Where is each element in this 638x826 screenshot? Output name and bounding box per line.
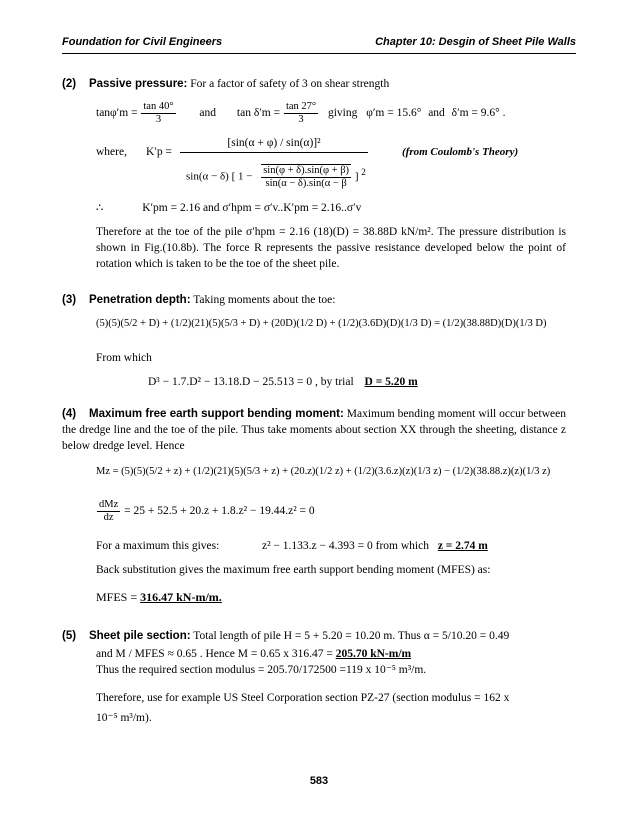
header-book-title: Foundation for Civil Engineers	[62, 36, 223, 48]
kp-denominator-exponent: 2	[361, 167, 366, 177]
dmz-equation	[96, 494, 315, 528]
section-choice-line: Therefore, use for example US Steel Corporation section PZ-27 (section modulus = 162 x	[96, 692, 510, 704]
section-4-intro: Maximum bending moment will occur between the dredge line and the toe of the pile. Thus take moments about section XX through the sheeting, distance z below dredge level. Hence	[62, 408, 566, 452]
mfes-value: 316.47 kN-m/m.	[140, 590, 222, 604]
and-word-2: and	[428, 107, 445, 119]
cubic-expression: D³ − 1.7.D² − 13.18.D − 25.513 = 0 , by trial	[148, 376, 354, 388]
friction-equations	[96, 96, 506, 130]
section-3-number: (3)	[62, 294, 77, 306]
dmz-rhs: = 25 + 52.5 + 20.z + 1.8.z² − 19.44.z² = 0	[124, 505, 315, 517]
section-choice-line-2: 10⁻⁵ m³/m).	[96, 712, 152, 724]
mz-equation: Mz = (5)(5)(5/2 + z) + (1/2)(21)(5)(5/3 + z) + (20.z)(1/2 z) + (1/2)(3.6.z)(z)(1/3 z) − (1/2)(38.88.z)(z)(1/3 z)	[96, 466, 551, 477]
kp-denominator-right: ]	[354, 170, 359, 183]
back-substitution-text: Back substitution gives the maximum free earth support bending moment (MFES) as:	[96, 564, 491, 576]
kp-root-numerator: sin(φ + δ).sin(φ + β)	[263, 165, 350, 177]
mfes-result-line	[96, 590, 222, 605]
cubic-equation	[148, 376, 418, 388]
section-4-number: (4)	[62, 408, 77, 420]
dmz-fraction	[97, 499, 120, 524]
tan-delta-lhs: tan δ′m =	[236, 107, 281, 119]
section-3-heading	[62, 292, 335, 308]
kp-fraction	[180, 136, 368, 191]
section-2-heading	[62, 76, 389, 92]
section-2-paragraph: Therefore at the toe of the pile σ′hpm = 2.16 (18)(D) = 38.88D kN/m². The pressure distribution is shown in Fig.(10.8b). The force R represents the passive resistance developed below the point of rotation which is taken to be the toe of the sheet pile.	[96, 226, 566, 270]
section-5-line-1: Total length of pile H = 5 + 5.20 = 10.20 m. Thus α = 5/10.20 = 0.49	[193, 630, 510, 642]
section-5-line-2	[96, 646, 411, 662]
header-chapter-title: Chapter 10: Desgin of Sheet Pile Walls	[375, 36, 576, 48]
where-word: where,	[96, 146, 127, 158]
maximum-line	[96, 538, 488, 554]
from-which-label: From which	[96, 352, 152, 364]
section-3-intro: Taking moments about the toe:	[193, 294, 336, 306]
design-moment-value: 205.70 kN-m/m	[335, 648, 412, 660]
section-4-title: Maximum free earth support bending moment:	[89, 408, 344, 420]
running-header	[62, 36, 576, 52]
moment-ratio-text: and M / MFES ≈ 0.65 . Hence M = 0.65 x 316.47 =	[96, 648, 333, 660]
delta-value: δ′m = 9.6° .	[451, 107, 506, 119]
section-2-title: Passive pressure:	[88, 78, 188, 90]
maximum-text: For a maximum this gives:	[96, 540, 220, 552]
kp-numerator: [sin(α + φ) / sin(α)]²	[180, 136, 368, 153]
tan-phi-lhs: tanφ′m =	[96, 107, 138, 119]
giving-word: giving	[327, 107, 358, 119]
kp-lhs: K′p =	[146, 146, 172, 158]
dmz-denominator: dz	[103, 511, 114, 523]
section-2-intro: For a factor of safety of 3 on shear strength	[190, 78, 390, 90]
kpm-equation	[96, 200, 361, 214]
section-modulus-line: Thus the required section modulus = 205.70/172500 =119 x 10⁻⁵ m³/m.	[96, 664, 427, 676]
section-4-block	[62, 406, 566, 454]
z-result: z = 2.74 m	[437, 540, 488, 552]
moment-equation-toe: (5)(5)(5/2 + D) + (1/2)(21)(5)(5/3 + D) + (20D)(1/2 D) + (1/2)(3.6D)(D)(1/3 D) = (1/2)(38.88D)(D)(1/3 D)	[96, 318, 547, 329]
phi-value: φ′m = 15.6°	[366, 107, 422, 119]
and-word-1: and	[199, 107, 217, 119]
kp-denominator-left: sin(α − δ) [ 1 −	[186, 170, 253, 183]
section-3-title: Penetration depth:	[88, 294, 191, 306]
kp-denominator	[180, 153, 368, 191]
header-rule	[62, 53, 576, 54]
tan27-numerator: tan 27°	[285, 100, 317, 112]
kp-root-fraction	[261, 164, 351, 190]
section-5-heading	[62, 628, 509, 644]
tan27-fraction	[284, 101, 318, 126]
tan40-numerator: tan 40°	[143, 100, 174, 112]
coulomb-reference: (from Coulomb's Theory)	[402, 146, 519, 158]
kpm-line: K′pm = 2.16 and σ′hpm = σ′v..K′pm = 2.16..σ′v	[142, 202, 362, 214]
section-2-number: (2)	[62, 78, 77, 90]
mfes-lhs: MFES =	[96, 590, 138, 604]
page-number: 583	[309, 775, 329, 787]
quadratic-expression: z² − 1.133.z − 4.393 = 0 from which	[262, 540, 429, 552]
therefore-symbol: ∴	[96, 202, 104, 214]
tan40-fraction	[141, 101, 175, 126]
kp-root-denominator: sin(α − δ).sin(α − β	[265, 178, 347, 190]
dmz-numerator: dMz	[99, 498, 119, 510]
tan27-denominator: 3	[298, 113, 304, 125]
section-5-number: (5)	[62, 630, 77, 642]
maximum-equation	[262, 538, 488, 554]
coulomb-kp-equation	[96, 136, 566, 192]
section-5-title: Sheet pile section:	[88, 630, 191, 642]
penetration-result: D = 5.20 m	[364, 376, 418, 388]
tan40-denominator: 3	[155, 113, 162, 125]
